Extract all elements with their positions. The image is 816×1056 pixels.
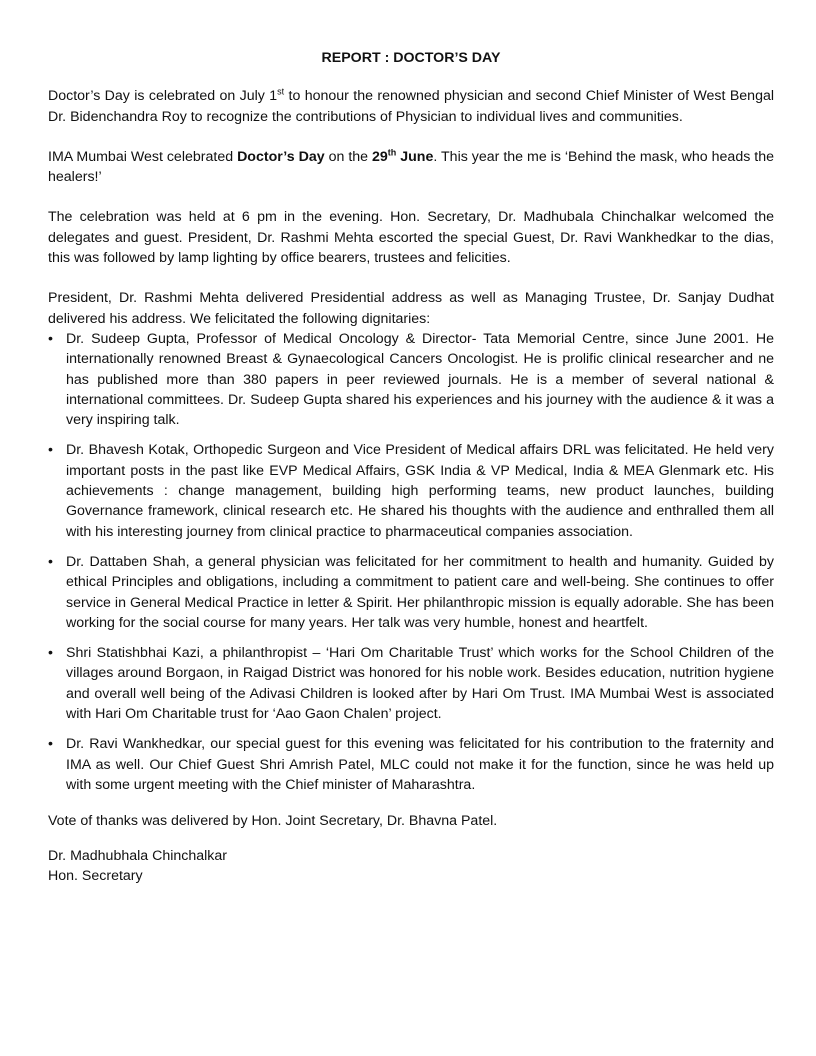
event-paragraph: The celebration was held at 6 pm in the evening. Hon. Secretary, Dr. Madhubala Chinchalkar welcomed the delegates and guest. President, Dr. Rashmi Mehta escorted the special Guest, Dr. Ravi Wankhedkar to the dias, this was followed by lamp lighting by office bearers, trustees and felicities. — [48, 209, 774, 267]
celebration-paragraph — [48, 147, 774, 188]
list-item-text: Shri Statishbhai Kazi, a philanthropist – ‘Hari Om Charitable Trust’ which works for the School Children of the villages around Borgaon, in Raigad District was honored for his noble work. Besides education, nutrition hygiene and overall well being of the Adivasi Children is looked after by Hari Om Trust. IMA Mumbai West is associated with Hari Om Charitable trust for ‘Aao Gaon Chalen’ project. — [66, 645, 774, 723]
list-item-text: Dr. Sudeep Gupta, Professor of Medical Oncology & Director- Tata Memorial Centre, since June 2001. He internationally renowned Breast & Gynaecological Cancers Oncologist. He is prolific clinical researcher and ne has published more than 380 papers in peer reviewed journals. He is a member of several national & international committees. Dr. Sudeep Gupta shared his experiences and his journey with the audience & it was a very inspiring talk. — [66, 330, 774, 429]
bullet-icon: • — [48, 645, 53, 662]
date-month: June — [396, 148, 434, 165]
list-item-text: Dr. Bhavesh Kotak, Orthopedic Surgeon and Vice President of Medical affairs DRL was felicitated. He held very important posts in the past like EVP Medical Affairs, GSK India & VP Medical, India & MEA Glenmark etc. His achievements : change management, building high performing teams, new product launches, building Governance framework, clinical research etc. He shared his thoughts with the audience and enthralled them all with his interesting journey from clinical practice to pharmaceutical companies association. — [66, 442, 774, 540]
dignitaries-list — [48, 329, 774, 795]
signatory-role: Hon. Secretary — [48, 867, 143, 884]
date-bold — [372, 149, 433, 165]
celebration-text: IMA Mumbai West celebrated — [48, 148, 238, 165]
address-paragraph: President, Dr. Rashmi Mehta delivered Presidential address as well as Managing Trustee, Dr. Sanjay Dudhat delivered his address. We felicitated the following dignitaries: — [48, 290, 774, 327]
date-day: 29 — [372, 148, 388, 165]
list-item-text: Dr. Ravi Wankhedkar, our special guest for this evening was felicitated for his contribution to the fraternity and IMA as well. Our Chief Guest Shri Amrish Patel, MLC could not make it for the function, since he was held up with some urgent meeting with the Chief minister of Maharashtra. — [66, 736, 774, 793]
list-item-text: Dr. Dattaben Shah, a general physician was felicitated for her commitment to health and humanity. Guided by ethical Principles and obligations, including a commitment to patient care and well-being. She continues to offer service in General Medical Practice in letter & Spirit. Her philanthropic mission is equally adorable. She has been working for the social course for many years. Her talk was very humble, honest and heartfelt. — [66, 553, 774, 631]
list-item — [48, 552, 774, 633]
intro-text-cont: to honour the renowned physician and second Chief Minister of West Bengal Dr. Bidenchandra Roy to recognize the contributions of Physician to individual lives and communities. — [48, 88, 775, 125]
doctors-day-bold: Doctor’s Day — [237, 148, 325, 165]
bullet-icon: • — [48, 330, 53, 347]
intro-text: Doctor’s Day is celebrated on July 1 — [48, 88, 278, 105]
bullet-icon: • — [48, 442, 53, 459]
celebration-text-cont: on the — [324, 148, 372, 165]
ordinal-suffix: st — [277, 86, 285, 97]
list-item — [48, 643, 774, 724]
theme-text: . This year the me is ‘Behind the mask, who heads the healers!’ — [48, 148, 774, 186]
date-suffix: th — [387, 147, 397, 158]
bullet-icon: • — [48, 736, 53, 753]
signatory-name: Dr. Madhubhala Chinchalkar — [48, 847, 228, 864]
report-title: REPORT : DOCTOR’S DAY — [321, 50, 501, 66]
intro-paragraph — [48, 86, 774, 127]
list-item — [48, 440, 774, 541]
vote-of-thanks: Vote of thanks was delivered by Hon. Joint Secretary, Dr. Bhavna Patel. — [48, 813, 498, 830]
bullet-icon: • — [48, 553, 53, 570]
list-item — [48, 329, 774, 430]
list-item — [48, 734, 774, 795]
